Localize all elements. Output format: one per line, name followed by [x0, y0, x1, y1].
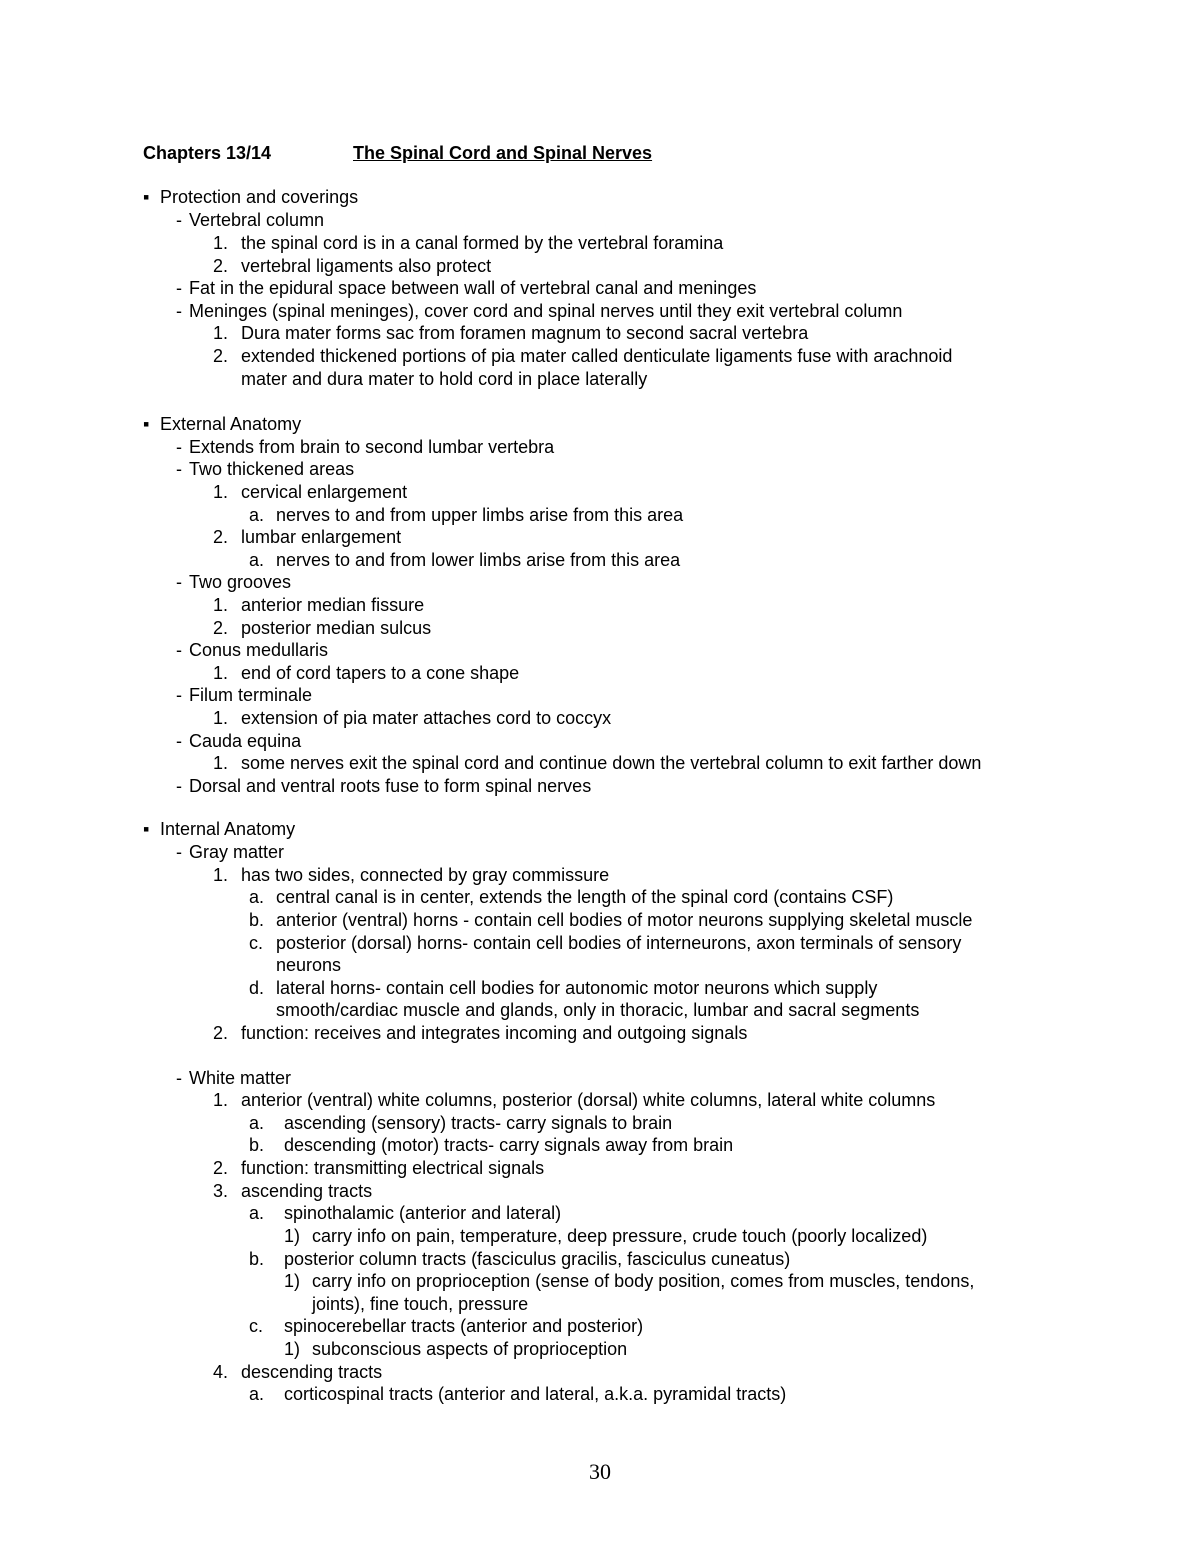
outline-text: the spinal cord is in a canal formed by the vertebral foramina [241, 233, 724, 253]
outline-marker: - [176, 437, 182, 457]
outline-text: extension of pia mater attaches cord to coccyx [241, 708, 612, 728]
outline-text: anterior median fissure [241, 595, 425, 615]
outline-marker: 2. [213, 1023, 229, 1043]
outline-marker: 3. [213, 1181, 229, 1201]
outline-text: Two grooves [189, 572, 292, 592]
outline-marker: 1) [284, 1271, 301, 1291]
outline-text: White matter [189, 1068, 292, 1088]
outline-text: Internal Anatomy [160, 819, 296, 839]
outline-text: Cauda equina [189, 731, 302, 751]
outline-text: ascending tracts [241, 1181, 373, 1201]
outline-marker: - [176, 301, 182, 321]
outline-text: nerves to and from upper limbs arise from this area [276, 505, 684, 525]
outline-text: Vertebral column [189, 210, 325, 230]
outline-marker: a. [249, 887, 265, 907]
outline-marker: 2. [213, 527, 229, 547]
outline-text: Filum terminale [189, 685, 313, 705]
outline-text: function: receives and integrates incoming and outgoing signals [241, 1023, 748, 1043]
outline-marker: d. [249, 978, 265, 998]
outline-text: descending tracts [241, 1362, 383, 1382]
outline-text: Conus medullaris [189, 640, 329, 660]
outline-marker: - [176, 842, 182, 862]
outline-text: ascending (sensory) tracts- carry signals to brain [284, 1113, 673, 1133]
outline-text: lateral horns- contain cell bodies for autonomic motor neurons which supply [276, 978, 878, 998]
outline-text: Protection and coverings [160, 187, 359, 207]
outline-text: extended thickened portions of pia mater called denticulate ligaments fuse with arachnoid [241, 346, 953, 366]
outline-marker: b. [249, 1249, 265, 1269]
outline-text: Dura mater forms sac from foramen magnum to second sacral vertebra [241, 323, 809, 343]
outline-marker: 1. [213, 595, 229, 615]
outline-marker: 1. [213, 753, 229, 773]
outline-text: posterior column tracts (fasciculus gracilis, fasciculus cuneatus) [284, 1249, 791, 1269]
outline-text: vertebral ligaments also protect [241, 256, 492, 276]
outline-marker: 1. [213, 865, 229, 885]
outline-marker: 1. [213, 323, 229, 343]
outline-marker: - [176, 731, 182, 751]
outline-text: anterior (ventral) white columns, posterior (dorsal) white columns, lateral white columns [241, 1090, 936, 1110]
outline-text: some nerves exit the spinal cord and continue down the vertebral column to exit farther down [241, 753, 982, 773]
outline-marker: 1. [213, 1090, 229, 1110]
outline-marker: - [176, 640, 182, 660]
outline-marker: a. [249, 1384, 265, 1404]
outline-marker: - [176, 459, 182, 479]
outline-text: descending (motor) tracts- carry signals away from brain [284, 1135, 734, 1155]
outline-text: posterior (dorsal) horns- contain cell bodies of interneurons, axon terminals of sensory [276, 933, 962, 953]
outline-text: anterior (ventral) horns - contain cell bodies of motor neurons supplying skeletal muscle [276, 910, 973, 930]
outline-text: posterior median sulcus [241, 618, 432, 638]
outline-text: joints), fine touch, pressure [312, 1294, 529, 1314]
outline-text: neurons [276, 955, 342, 975]
outline-marker: 1. [213, 482, 229, 502]
outline-text: subconscious aspects of proprioception [312, 1339, 628, 1359]
outline-text: Two thickened areas [189, 459, 355, 479]
outline-text: External Anatomy [160, 414, 302, 434]
outline-text: Gray matter [189, 842, 285, 862]
outline-marker: a. [249, 1113, 265, 1133]
outline-text: function: transmitting electrical signals [241, 1158, 545, 1178]
outline-marker: ▪ [143, 414, 150, 434]
outline-marker: 1. [213, 233, 229, 253]
outline-text: corticospinal tracts (anterior and lateral, a.k.a. pyramidal tracts) [284, 1384, 787, 1404]
outline-marker: ▪ [143, 187, 150, 207]
outline-marker: - [176, 776, 182, 796]
outline-text: Fat in the epidural space between wall of vertebral canal and meninges [189, 278, 757, 298]
outline-marker: b. [249, 910, 265, 930]
outline-text: lumbar enlargement [241, 527, 402, 547]
page-header [143, 141, 652, 165]
outline-marker: 1. [213, 708, 229, 728]
outline-text: carry info on proprioception (sense of body position, comes from muscles, tendons, [312, 1271, 975, 1291]
outline-marker: 2. [213, 256, 229, 276]
outline-marker: 1. [213, 663, 229, 683]
outline-marker: 4. [213, 1362, 229, 1382]
chapter-label: Chapters 13/14 [143, 143, 272, 163]
outline-marker: - [176, 210, 182, 230]
outline-text: has two sides, connected by gray commissure [241, 865, 610, 885]
outline-marker: c. [249, 933, 264, 953]
outline-text: smooth/cardiac muscle and glands, only in thoracic, lumbar and sacral segments [276, 1000, 920, 1020]
outline-marker: c. [249, 1316, 264, 1336]
outline-text: Meninges (spinal meninges), cover cord and spinal nerves until they exit vertebral column [189, 301, 903, 321]
outline-marker: b. [249, 1135, 265, 1155]
outline-marker: 2. [213, 1158, 229, 1178]
outline-marker: - [176, 572, 182, 592]
outline-marker: 1) [284, 1339, 301, 1359]
page-number: 30 [589, 1459, 611, 1484]
outline-marker: 1) [284, 1226, 301, 1246]
outline-marker: a. [249, 505, 265, 525]
outline-text: Dorsal and ventral roots fuse to form spinal nerves [189, 776, 592, 796]
outline-marker: a. [249, 550, 265, 570]
outline-text: carry info on pain, temperature, deep pressure, crude touch (poorly localized) [312, 1226, 928, 1246]
outline-text: central canal is in center, extends the length of the spinal cord (contains CSF) [276, 887, 894, 907]
outline-marker: - [176, 1068, 182, 1088]
outline-text: nerves to and from lower limbs arise from this area [276, 550, 681, 570]
outline-marker: - [176, 278, 182, 298]
outline-marker: 2. [213, 346, 229, 366]
outline-marker: 2. [213, 618, 229, 638]
outline-text: mater and dura mater to hold cord in place laterally [241, 369, 648, 389]
outline-text: spinothalamic (anterior and lateral) [284, 1203, 562, 1223]
outline-text: Extends from brain to second lumbar vertebra [189, 437, 555, 457]
page-title: The Spinal Cord and Spinal Nerves [353, 143, 653, 163]
outline-text: end of cord tapers to a cone shape [241, 663, 520, 683]
outline-marker: - [176, 685, 182, 705]
outline-text: spinocerebellar tracts (anterior and posterior) [284, 1316, 644, 1336]
outline-marker: ▪ [143, 819, 150, 839]
outline-text: cervical enlargement [241, 482, 408, 502]
outline-marker: a. [249, 1203, 265, 1223]
